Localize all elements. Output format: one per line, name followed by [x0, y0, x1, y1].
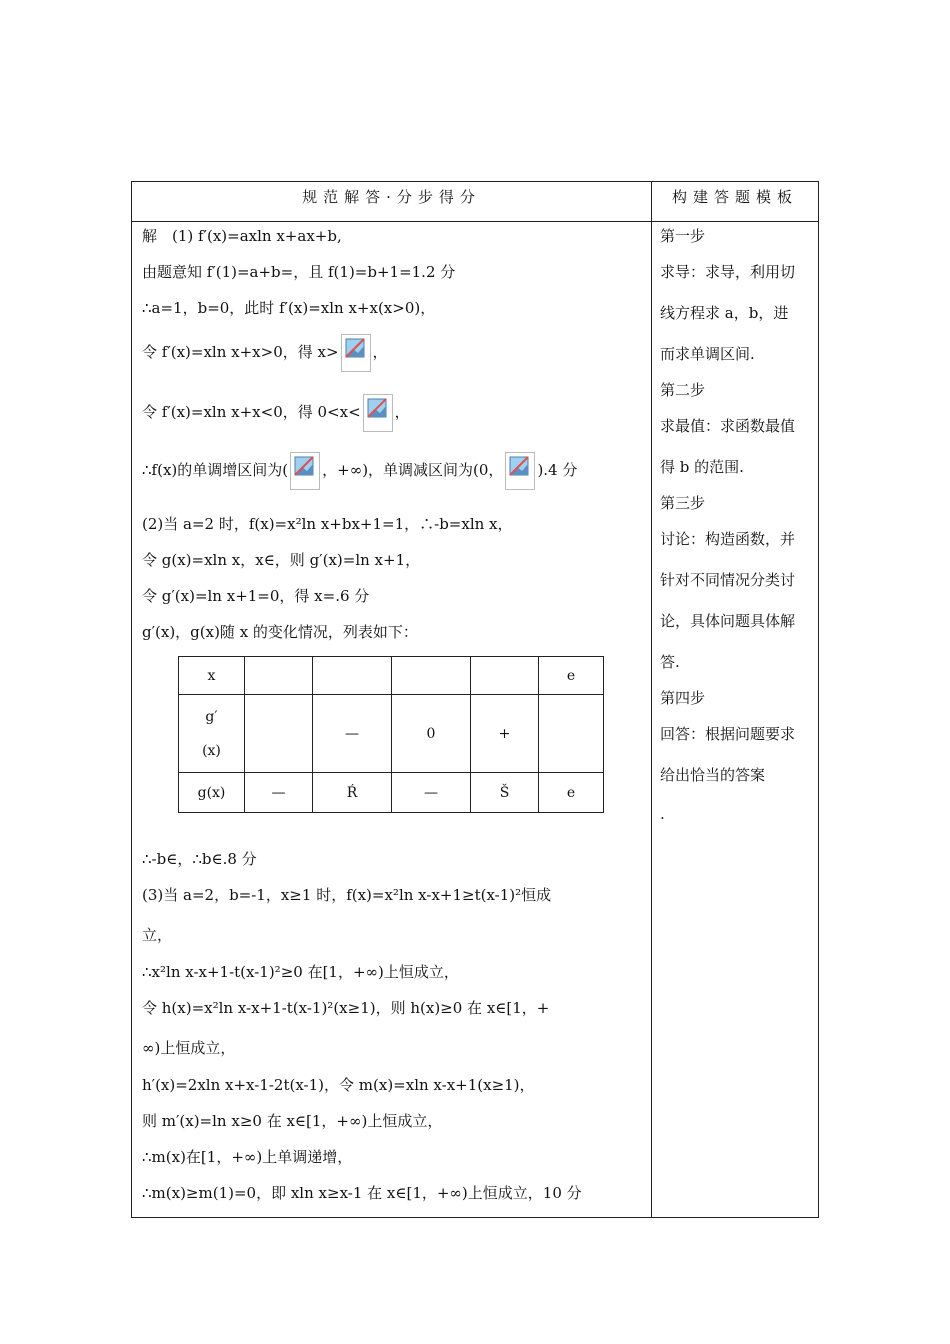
solution-line-4	[142, 332, 388, 372]
template-step-3-line-b: 针对不同情况分类讨	[660, 571, 796, 589]
solution-line-10: g′(x)，g(x)随 x 的变化情况，列表如下：	[142, 623, 418, 641]
table-cell: Ŕ	[313, 773, 392, 813]
derivative-label-bottom: (x)	[202, 742, 221, 759]
template-step-1-line-c: 而求单调区间.	[660, 345, 755, 363]
solution-line-17: h′(x)=2xln x+x-1-2t(x-1)，令 m(x)=xln x-x+1(x≥1)，	[142, 1076, 535, 1094]
table-cell	[313, 657, 392, 695]
template-step-3-line-d: 答.	[660, 653, 680, 671]
template-step-4: 第四步	[660, 689, 706, 707]
solution-line-5-end: ，	[394, 403, 410, 421]
solution-line-5-text: 令 f′(x)=xln x+x<0，得 0<x<	[142, 403, 361, 421]
table-cell: —	[313, 695, 392, 773]
table-cell: —	[392, 773, 471, 813]
variation-table	[178, 656, 604, 813]
solution-line-12: (3)当 a=2，b=-1，x≥1 时，f(x)=x²ln x-x+1≥t(x-1)²恒成	[142, 886, 552, 904]
solution-line-1	[142, 226, 342, 246]
solution-line-6	[142, 450, 577, 490]
table-cell	[392, 657, 471, 695]
solution-line-13: 立，	[142, 926, 173, 944]
derivative-label-top: g′	[205, 708, 218, 725]
table-cell: x	[179, 657, 245, 695]
solution-line-6-text-b: ，+∞)，单调减区间为(0，	[322, 461, 504, 479]
solution-line-3: ∴a=1，b=0，此时 f′(x)=xln x+x(x>0)，	[142, 299, 436, 317]
solution-line-4-end: ，	[372, 343, 388, 361]
solution-line-2: 由题意知 f′(1)=a+b=，且 f(1)=b+1=1.2 分	[142, 263, 456, 281]
table-cell: 0	[392, 695, 471, 773]
table-cell: e	[539, 657, 604, 695]
solution-line-4-text: 令 f′(x)=xln x+x>0，得 x>	[142, 343, 339, 361]
solution-line-15: 令 h(x)=x²ln x-x+1-t(x-1)²(x≥1)，则 h(x)≥0 在 x∈[1，+	[142, 999, 550, 1017]
template-step-3-line-a: 讨论：构造函数，并	[660, 530, 796, 548]
table-cell	[245, 657, 313, 695]
broken-image-icon	[290, 452, 320, 490]
variation-row-function	[179, 773, 604, 813]
table-cell: e	[539, 773, 604, 813]
solution-line-1-formula: f′(x)=axln x+ax+b,	[198, 227, 342, 245]
solution-line-6-text-a: ∴f(x)的单调增区间为(	[142, 461, 289, 479]
template-step-4-line-b: 给出恰当的答案	[660, 766, 766, 784]
table-cell	[245, 695, 313, 773]
solution-column-header: 规范解答·分步得分	[302, 188, 481, 206]
broken-image-icon	[363, 394, 393, 432]
template-step-1-line-a: 求导：求导，利用切	[660, 263, 796, 281]
variation-row-derivative	[179, 695, 604, 773]
solution-line-19: ∴m(x)在[1，+∞)上单调递增，	[142, 1148, 353, 1166]
template-step-2-line-a: 求最值：求函数最值	[660, 417, 796, 435]
table-cell: Š	[471, 773, 539, 813]
solution-line-18: 则 m′(x)=ln x≥0 在 x∈[1，+∞)上恒成立，	[142, 1112, 443, 1130]
answer-table	[131, 181, 819, 1218]
table-cell: g(x)	[179, 773, 245, 813]
broken-image-icon	[505, 452, 535, 490]
table-cell	[471, 657, 539, 695]
solution-line-14: ∴x²ln x-x+1-t(x-1)²≥0 在[1，+∞)上恒成立，	[142, 963, 459, 981]
template-step-3: 第三步	[660, 494, 706, 512]
table-cell-label	[179, 695, 245, 773]
broken-image-icon	[341, 334, 371, 372]
solution-line-20: ∴m(x)≥m(1)=0，即 xln x≥x-1 在 x∈[1，+∞)上恒成立，10 分	[142, 1184, 582, 1202]
solution-line-11: ∴-b∈，∴b∈.8 分	[142, 850, 257, 868]
template-step-4-line-c: .	[660, 805, 665, 823]
table-cell: +	[471, 695, 539, 773]
solution-line-9: 令 g′(x)=ln x+1=0，得 x=.6 分	[142, 587, 370, 605]
table-cell: —	[245, 773, 313, 813]
template-step-2-line-b: 得 b 的范围.	[660, 458, 744, 476]
template-step-1-line-b: 线方程求 a，b，进	[660, 304, 789, 322]
solution-line-16: ∞)上恒成立，	[142, 1039, 236, 1057]
solution-line-8: 令 g(x)=xln x，x∈，则 g′(x)=ln x+1，	[142, 551, 421, 569]
template-step-4-line-a: 回答：根据问题要求	[660, 725, 796, 743]
solution-line-6-text-c: ).4 分	[537, 461, 578, 479]
template-step-1: 第一步	[660, 227, 706, 245]
template-step-2: 第二步	[660, 381, 706, 399]
table-cell	[539, 695, 604, 773]
template-column-header: 构建答题模板	[671, 188, 798, 206]
column-divider	[651, 182, 652, 1217]
solution-line-7: (2)当 a=2 时，f(x)=x²ln x+bx+1=1，∴-b=xln x，	[142, 515, 513, 533]
solution-line-5	[142, 392, 410, 432]
solution-line-1-prefix: 解 (1)	[142, 227, 194, 245]
template-step-3-line-c: 论，具体问题具体解	[660, 612, 796, 630]
variation-row-x	[179, 657, 604, 695]
